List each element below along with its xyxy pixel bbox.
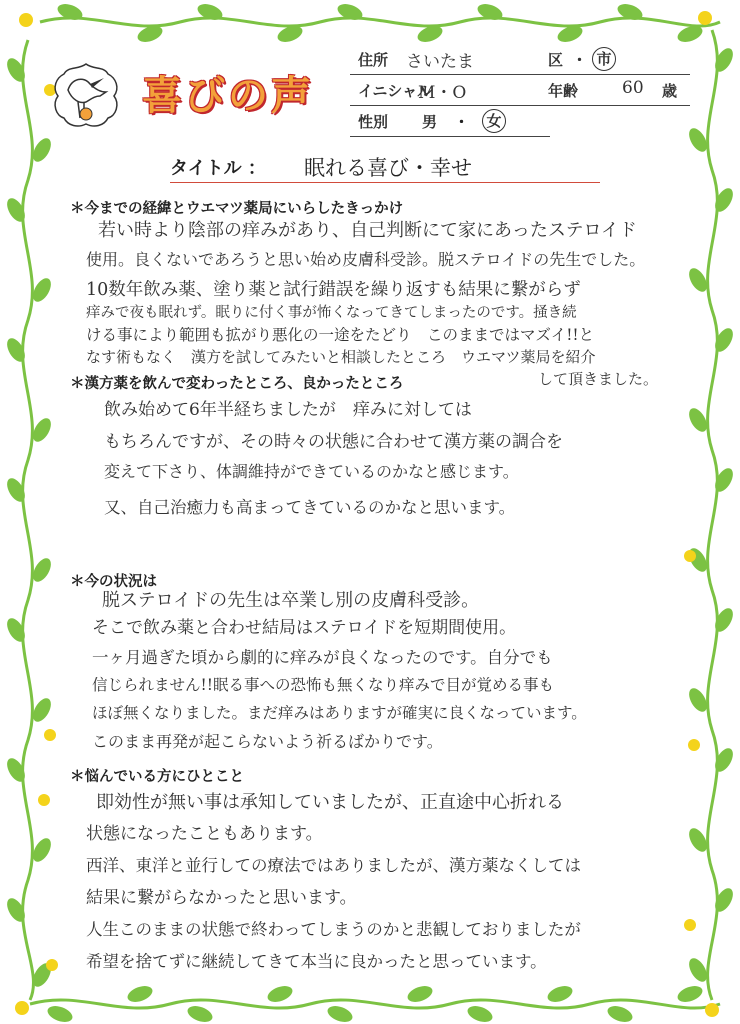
- age-unit: 歳: [662, 82, 678, 100]
- body-line: そこで飲み薬と合わせ結局はステロイドを短期間使用。: [92, 618, 517, 638]
- page-title: 喜びの声: [142, 73, 314, 119]
- section-heading-advice: ＊悩んでいる方にひとこと: [70, 769, 244, 785]
- body-line: ける事により範囲も拡がり悪化の一途をたどり このままではマズイ!!と: [86, 326, 595, 344]
- body-line: 状態になったこともあります。: [86, 824, 323, 844]
- body-line: このまま再発が起こらないよう祈るばかりです。: [92, 732, 443, 751]
- city-mark: 市: [592, 47, 616, 71]
- body-line: 変えて下さり、体調維持ができているのかなと感じます。: [104, 462, 519, 481]
- initial-value: M・O: [418, 83, 467, 103]
- gender-label: 性別: [358, 113, 389, 131]
- initial-label: イニシャル: [358, 82, 433, 100]
- stork-icon: [50, 60, 122, 132]
- body-line: 一ヶ月過ぎた頃から劇的に痒みが良くなったのです。自分でも: [92, 648, 553, 667]
- body-line: して頂きました。: [538, 370, 659, 388]
- body-line: 西洋、東洋と並行しての療法ではありましたが、漢方薬なくしては: [86, 856, 581, 875]
- gender-male: 男: [422, 113, 438, 131]
- section-heading-current-status: ＊今の状況は: [70, 574, 157, 590]
- profile-info-table: [350, 44, 690, 137]
- age-value: 60: [622, 78, 644, 98]
- section-heading-background: ＊今までの経緯とウエマツ薬局にいらしたきっかけ: [70, 201, 404, 217]
- address-label: 住所: [358, 51, 389, 69]
- body-line: ほぼ無くなりました。まだ痒みはありますが確実に良くなっています。: [92, 704, 587, 722]
- title-value: 眠れる喜び・幸せ: [304, 156, 472, 180]
- body-line: 又、自己治癒力も高まってきているのかなと思います。: [104, 498, 516, 517]
- body-line: 飲み始めて6年半経ちましたが 痒みに対しては: [104, 400, 472, 420]
- stork-logo: [50, 60, 122, 132]
- gender-female: 女: [482, 109, 506, 133]
- body-line: 痒みで夜も眠れず。眠りに付く事が怖くなってきてしまったのです。掻き続: [86, 305, 577, 321]
- gender-row: [350, 106, 550, 137]
- body-line: なす術もなく 漢方を試してみたいと相談したところ ウエマツ薬局を紹介: [86, 348, 596, 366]
- body-line: 即効性が無い事は承知していましたが、正直途中心折れる: [96, 792, 564, 813]
- title-label: タイトル ：: [170, 158, 266, 179]
- gender-separator: ・: [454, 113, 470, 131]
- address-row: 住所 さいたま 区 ・ 市: [350, 44, 690, 75]
- body-line: 脱ステロイドの先生は卒業し別の皮膚科受診。: [102, 590, 480, 611]
- title-field: [170, 150, 600, 183]
- body-line: 結果に繋がらなかったと思います。: [86, 888, 357, 908]
- address-value: さいたま: [406, 52, 474, 72]
- body-line: もちろんですが、その時々の状態に合わせて漢方薬の調合を: [104, 432, 563, 452]
- initial-age-row: [350, 75, 690, 106]
- ward-label: 区: [548, 51, 564, 69]
- body-line: 10数年飲み薬、塗り薬と試行錯誤を繰り返すも結果に繋がらず: [86, 280, 581, 300]
- body-line: 希望を捨てずに継続してきて本当に良かったと思っています。: [86, 952, 547, 971]
- body-line: 信じられません!!眠る事への恐怖も無くなり痒みで目が覚める事も: [92, 676, 554, 694]
- section-heading-improvements: ＊漢方薬を飲んで変わったところ、良かったところ: [70, 376, 404, 392]
- body-line: 若い時より陰部の痒みがあり、自己判断にて家にあったステロイド: [98, 220, 637, 241]
- body-line: 人生このままの状態で終わってしまうのかと悲観しておりましたが: [86, 920, 581, 939]
- age-label: 年齢: [548, 82, 579, 100]
- body-line: 使用。良くないであろうと思い始め皮膚科受診。脱ステロイドの先生でした。: [86, 250, 646, 269]
